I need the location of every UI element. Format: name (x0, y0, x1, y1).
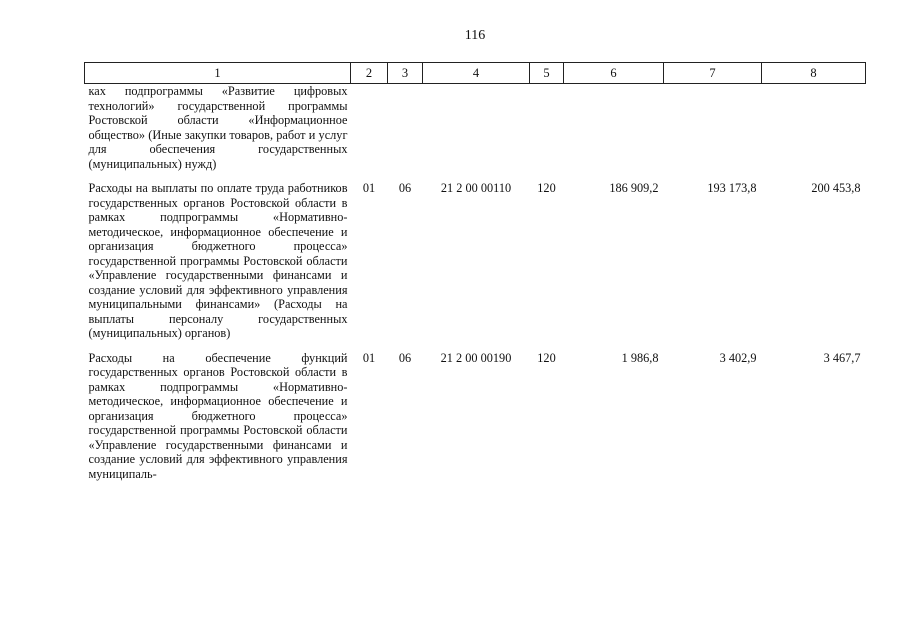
header-col-3: 3 (388, 63, 423, 84)
row-amount-2: 193 173,8 (707, 181, 757, 195)
table-row (85, 84, 866, 172)
row-expense-type: 120 (537, 181, 556, 195)
row-expense-type (530, 84, 564, 172)
row-subsection (388, 84, 423, 172)
row-amount-2: 3 402,9 (719, 350, 757, 365)
header-col-5: 5 (530, 63, 564, 84)
table-row (85, 351, 866, 482)
row-description: Расходы на обеспечение функций государственных органов Ростовской области в рамках подпрограммы «Нормативно-методическое, информационное обеспечение и организация бюджетного процесса» государственной программы Ростовской области «Управление государственными финансами и создание условий для эффективного управления муниципаль- (88, 350, 348, 481)
page-number: 116 (464, 28, 486, 43)
row-description: Расходы на выплаты по оплате труда работников государственных органов Ростовской области в рамках подпрограммы «Нормативно-методическое, информационное обеспечение и организация бюджетного процесса» государственной программы Ростовской области «Управление государственными финансами и создание условий для эффективного управления муниципальными финансами» (Расходы на выплаты персоналу государственных (муниципальных) органов) (88, 181, 348, 340)
table-header (85, 63, 866, 84)
row-amount-2 (664, 84, 762, 172)
row-section: 01 (362, 181, 376, 195)
row-target-code: 21 2 00 00110 (440, 181, 512, 195)
header-col-6: 6 (564, 63, 664, 84)
row-target-code (423, 84, 530, 172)
header-row (85, 63, 866, 84)
row-section (351, 84, 388, 172)
table-row (85, 181, 866, 341)
row-spacer (85, 171, 866, 181)
header-col-4: 4 (423, 63, 530, 84)
row-description: ках подпрограммы «Развитие цифровых технологий» государственной программы Ростовской области «Информационное общество» (Иные закупки товаров, работ и услуг для обеспечения государственных (муниципальных) нужд) (88, 84, 348, 171)
table-body (85, 84, 866, 482)
row-amount-3: 3 467,7 (823, 350, 861, 365)
row-amount-1: 1 986,8 (621, 350, 659, 365)
row-amount-3: 200 453,8 (811, 181, 861, 195)
budget-table (84, 62, 866, 481)
row-amount-3 (762, 84, 866, 172)
header-col-7: 7 (664, 63, 762, 84)
row-subsection: 06 (398, 181, 412, 195)
row-expense-type: 120 (537, 350, 556, 365)
row-amount-1: 186 909,2 (609, 181, 659, 195)
header-col-8: 8 (762, 63, 866, 84)
row-target-code: 21 2 00 00190 (440, 350, 512, 365)
header-col-1: 1 (85, 63, 351, 84)
row-subsection: 06 (398, 350, 412, 365)
row-spacer (85, 341, 866, 351)
header-col-2: 2 (351, 63, 388, 84)
row-section: 01 (362, 350, 376, 365)
row-amount-1 (564, 84, 664, 172)
